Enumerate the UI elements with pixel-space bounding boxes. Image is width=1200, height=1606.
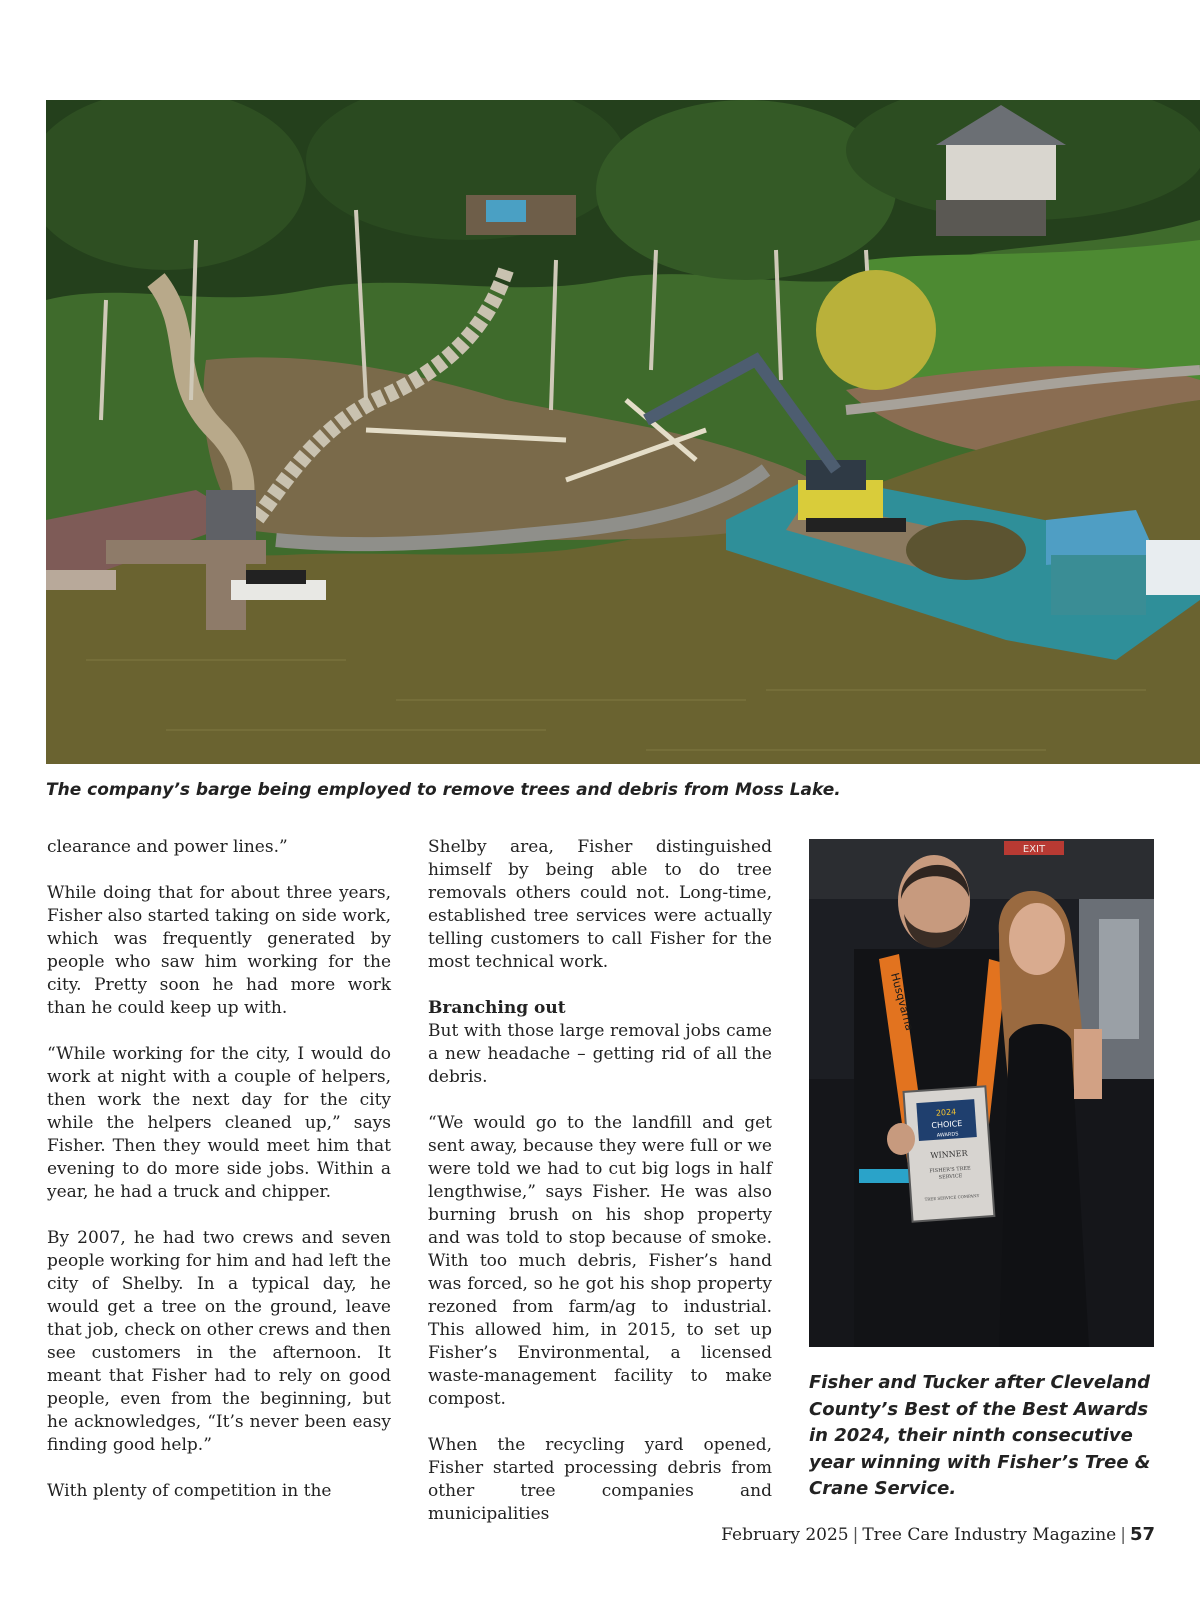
award-photo bbox=[809, 839, 1154, 1347]
paragraph: Shelby area, Fisher distinguished himself by being able to do tree removals others could not. Long-time, established tree services were actually telling customers to call Fisher for the most technical work. bbox=[428, 837, 772, 972]
lake-barge-illustration bbox=[46, 100, 1200, 764]
hero-caption: The company’s barge being employed to remove trees and debris from Moss Lake. bbox=[46, 780, 841, 800]
paragraph: With plenty of competition in the bbox=[47, 1481, 332, 1501]
certificate-choice: CHOICE bbox=[931, 1118, 963, 1131]
paragraph: While doing that for about three years, Fisher also started taking on side work, which was frequently generated by people who saw him working for the city. Pretty soon he had more work than he could keep up with. bbox=[47, 883, 391, 1018]
footer-divider: | bbox=[1120, 1525, 1126, 1545]
section-heading: Branching out bbox=[428, 998, 566, 1018]
certificate-line-2: SERVICE bbox=[938, 1173, 963, 1181]
award-couple-illustration bbox=[809, 839, 1154, 1347]
certificate-winner: WINNER bbox=[930, 1148, 968, 1161]
paragraph: By 2007, he had two crews and seven people working for him and had left the city of Shelby. In a typical day, he would get a tree on the ground, leave that job, check on other crews and then see customers in the afternoon. It meant that Fisher had to rely on good people, even from the beginning, but he acknowledges, “It’s never been easy finding good help.” bbox=[47, 1228, 391, 1455]
certificate-line-3: TREE SERVICE COMPANY bbox=[924, 1192, 980, 1202]
paragraph: “We would go to the landfill and get sent away, because they were full or we were told we had to cut big logs in half lengthwise,” says Fisher. He was also burning brush on his shop property and was told to stop because of smoke. With too much debris, Fisher’s hand was forced, so he got his shop property rezoned from farm/ag to industrial. This allowed him, in 2015, to set up Fisher’s Environmental, a licensed waste-management facility to make compost. bbox=[428, 1113, 772, 1409]
footer-divider: | bbox=[852, 1525, 859, 1545]
page-footer bbox=[721, 1524, 1155, 1545]
paragraph: clearance and power lines.” bbox=[47, 837, 288, 857]
award-photo-caption: Fisher and Tucker after Cleveland County’s Best of the Best Awards in 2024, their ninth consecutive year winning with Fisher’s Tree & Crane Service. bbox=[809, 1372, 1151, 1499]
footer-magazine: Tree Care Industry Magazine bbox=[862, 1525, 1117, 1545]
footer-date: February 2025 bbox=[721, 1525, 849, 1545]
hero-photo bbox=[46, 100, 1200, 764]
award-certificate bbox=[904, 1086, 995, 1221]
paragraph: When the recycling yard opened, Fisher started processing debris from other tree companies and municipalities bbox=[428, 1435, 772, 1524]
certificate-awards: AWARDS bbox=[936, 1131, 959, 1139]
article-column-2 bbox=[428, 836, 772, 1526]
article-column-1 bbox=[47, 836, 391, 1503]
certificate-year: 2024 bbox=[935, 1107, 957, 1118]
exit-sign-text: EXIT bbox=[1022, 844, 1046, 855]
certificate-line-1: FISHER'S TREE bbox=[929, 1165, 971, 1175]
paragraph: But with those large removal jobs came a new headache – getting rid of all the debris. bbox=[428, 1021, 772, 1087]
suspender-text: Husqvarna bbox=[888, 971, 916, 1033]
page-number: 57 bbox=[1129, 1524, 1155, 1545]
paragraph: “While working for the city, I would do work at night with a couple of helpers, then work the next day for the city while the helpers cleaned up,” says Fisher. Then they would meet him that evening to do more side jobs. Within a year, he had a truck and chipper. bbox=[47, 1044, 391, 1202]
